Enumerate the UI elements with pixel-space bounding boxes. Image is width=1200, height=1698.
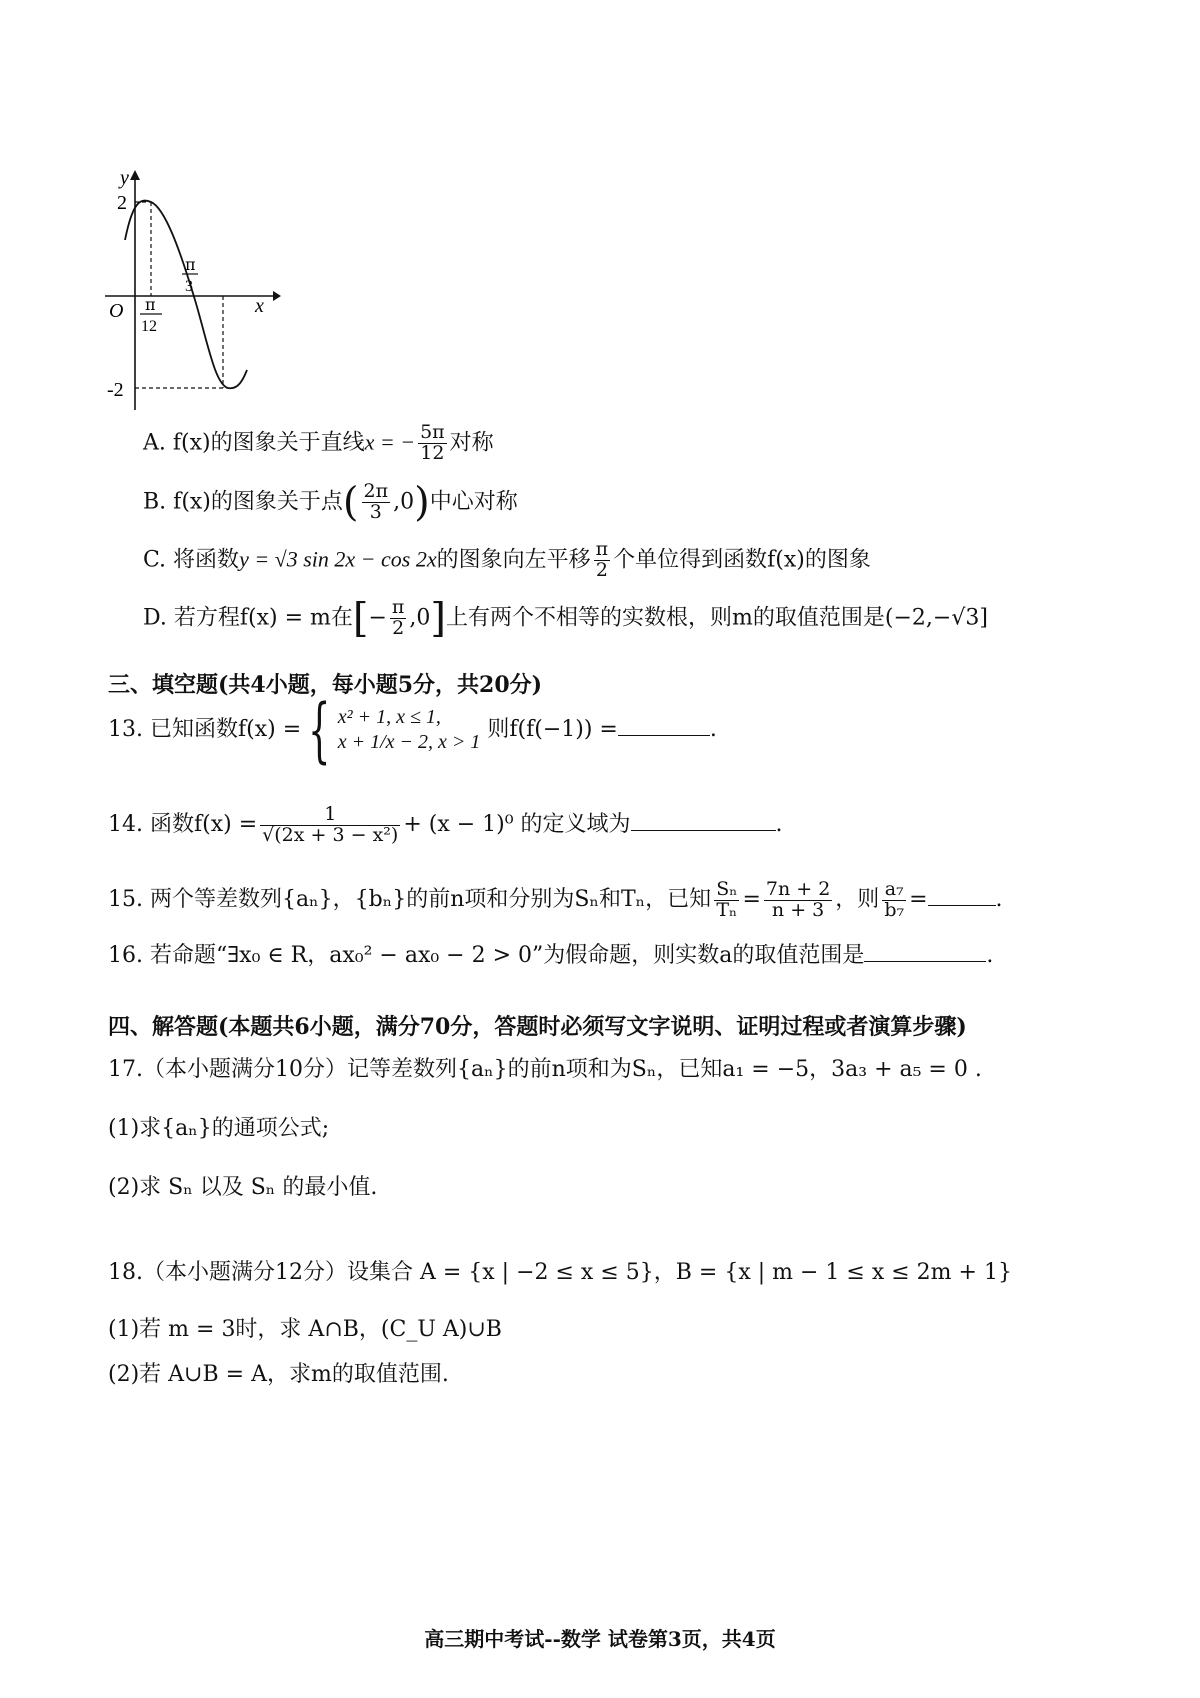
y-axis-label: y — [120, 167, 129, 189]
x-tick2-den: 3 — [185, 278, 193, 295]
y-min-label: -2 — [107, 379, 124, 401]
page-footer: 高三期中考试--数学 试卷第3页，共4页 — [424, 1627, 776, 1651]
fraction: $\frac{\text{a₇}}{\text{b₇}}$ — [884, 877, 905, 921]
question-13: 13. 已知函数f(x) = { x² + 1, x ≤ 1, x + 1/x − 2, x > 1 则f(f(−1)) = . — [108, 689, 717, 771]
answer-blank[interactable] — [928, 885, 996, 906]
x-tick2-num: π — [185, 255, 196, 274]
question-17-part-1: (1)求{aₙ}的通项公式; — [108, 1116, 330, 1141]
question-17-stem: 17.（本小题满分10分）记等差数列{aₙ}的前n项和为Sₙ，已知a₁ = −5，3a₃ + a₅ = 0 . — [108, 1057, 982, 1082]
x-axis-arrow — [273, 291, 281, 301]
x-tick1-den: 12 — [141, 318, 157, 335]
option-c: C. 将函数y = √3 sin 2x − cos 2x的图象向左平移 $\frac{\pi}{2}$ 个单位得到函数f(x)的图象 — [143, 538, 871, 581]
answer-blank[interactable] — [631, 810, 776, 831]
option-d: D. 若方程f(x) = m在[− $\frac{\pi}{2}$ ,0]上有两个不相等的实数根，则m的取值范围是(−2,−√3] — [143, 595, 988, 642]
fraction: $\frac{\text{Sₙ}}{\text{Tₙ}}$ — [716, 877, 738, 921]
question-17-part-2: (2)求 Sₙ 以及 Sₙ 的最小值. — [108, 1175, 378, 1200]
question-14: 14. 函数f(x) = $\frac{1}{\text{√(2x + 3 − x²)}}$ + (x − 1)⁰ 的定义域为 . — [108, 802, 783, 846]
origin-label: O — [109, 300, 124, 322]
answer-blank[interactable] — [864, 941, 986, 962]
piecewise-cases: x² + 1, x ≤ 1, x + 1/x − 2, x > 1 — [337, 706, 481, 753]
section-3-title: 三、填空题(共4小题，每小题5分，共20分) — [108, 672, 543, 698]
question-15: 15. 两个等差数列{aₙ}，{bₙ}的前n项和分别为Sₙ和Tₙ，已知 $\frac{\text{Sₙ}}{\text{Tₙ}}$ = $\frac{7n + 2}{n + 3}$ ，则 $\frac{\text{a₇}}{\text{b₇}}$ = . — [108, 877, 1003, 921]
x-tick1-num: π — [145, 295, 156, 314]
fraction: $\frac{\pi}{2}$ — [595, 538, 609, 581]
x-axis-label: x — [255, 295, 264, 317]
question-18-part-2: (2)若 A∪B = A，求m的取值范围. — [108, 1362, 449, 1387]
fraction: $\frac{1}{\text{√(2x + 3 − x²)}}$ — [262, 802, 399, 846]
fraction: $\frac{5\pi}{12}$ — [420, 421, 445, 464]
fraction: $\frac{2\pi}{3}$ — [363, 480, 389, 523]
function-graph — [95, 160, 295, 420]
answer-blank[interactable] — [618, 715, 710, 736]
fraction: $\frac{7n + 2}{n + 3}$ — [765, 877, 831, 921]
option-b: B. f(x)的图象关于点( $\frac{2\pi}{3}$ ,0)中心对称 — [143, 479, 518, 526]
section-4-title: 四、解答题(本题共6小题，满分70分，答题时必须写文字说明、证明过程或者演算步骤) — [108, 1014, 967, 1040]
y-max-label: 2 — [117, 192, 127, 214]
fraction: $\frac{\pi}{2}$ — [391, 596, 405, 639]
option-a: A. f(x)的图象关于直线x = − $\frac{5\pi}{12}$ 对称 — [143, 421, 494, 464]
y-axis-arrow — [130, 170, 140, 180]
question-18-stem: 18.（本小题满分12分）设集合 A = {x | −2 ≤ x ≤ 5}，B = {x | m − 1 ≤ x ≤ 2m + 1} — [108, 1260, 1012, 1285]
question-18-part-1: (1)若 m = 3时，求 A∩B，(C_U A)∪B — [108, 1317, 502, 1342]
question-16: 16. 若命题“∃x₀ ∈ R，ax₀² − ax₀ − 2 > 0”为假命题，则实数a的取值范围是 . — [108, 943, 994, 968]
